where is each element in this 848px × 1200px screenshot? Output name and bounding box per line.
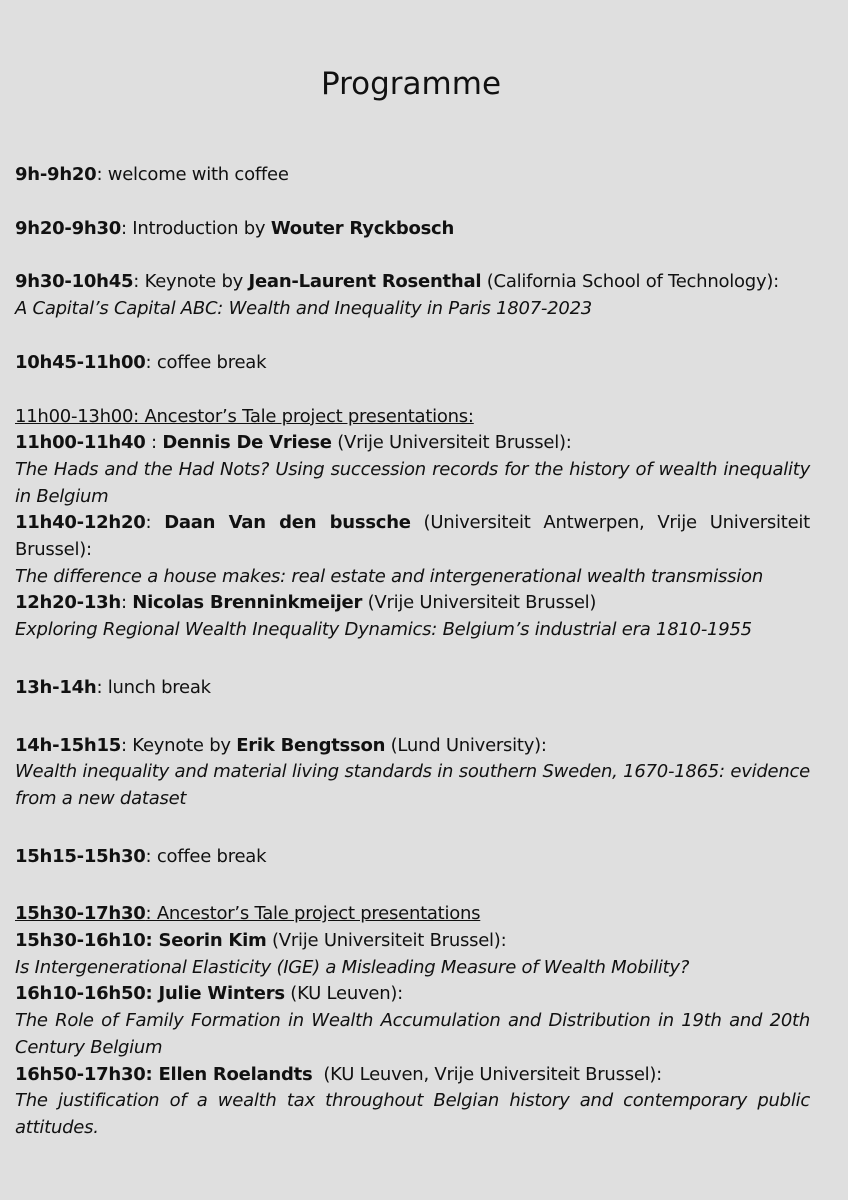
- session-heading-text: : Ancestor’s Tale project presentations: [145, 903, 481, 925]
- session-talk: 12h20-13h: Nicolas Brenninkmeijer (Vrije Universiteit Brussel): [15, 592, 597, 614]
- speaker-affiliation: (Universiteit Antwerpen, Vrije Universiteit Brussel):: [15, 512, 810, 561]
- schedule-item-introduction: [15, 216, 810, 243]
- talk-title: A Capital’s Capital ABC: Wealth and Inequality in Paris 1807-2023: [15, 298, 592, 320]
- time-slot: 10h45-11h00: [15, 351, 146, 373]
- time-and-speaker: 16h50-17h30: Ellen Roelandts: [15, 1063, 313, 1085]
- schedule-item-lunch: [15, 675, 810, 702]
- item-text: : coffee break: [145, 351, 267, 373]
- item-text: : Keynote by: [133, 271, 249, 293]
- session-talk: [15, 1062, 810, 1089]
- time-slot: 12h20-13h: [15, 592, 121, 614]
- talk-title: The Hads and the Had Nots? Using succession records for the history of wealth inequality in Belgium: [15, 458, 810, 507]
- talk-title: The difference a house makes: real estate and intergenerational wealth transmission: [15, 565, 763, 587]
- talk-title: The justification of a wealth tax throughout Belgian history and contemporary public attitudes.: [15, 1090, 810, 1138]
- session-talk: 11h40-12h20: Daan Van den bussche (Universiteit Antwerpen, Vrije Universiteit Brussel):: [15, 512, 810, 561]
- time-and-speaker: 15h30-16h10: Seorin Kim: [15, 930, 267, 952]
- time-slot: 15h30-17h30: [15, 903, 146, 925]
- speaker-affiliation: (Vrije Universiteit Brussel): [362, 592, 597, 614]
- speaker-affiliation: (Vrije Universiteit Brussel):: [331, 432, 572, 454]
- speaker-affiliation: (Lund University):: [385, 734, 547, 756]
- time-and-speaker: 16h10-16h50: Julie Winters: [15, 983, 285, 1005]
- time-slot: 9h-9h20: [15, 164, 97, 185]
- speaker-name: Dennis De Vriese: [162, 432, 332, 454]
- session-talk: 11h00-11h40 : Dennis De Vriese (Vrije Universiteit Brussel):: [15, 432, 572, 454]
- item-text: : Introduction by: [121, 217, 271, 239]
- schedule-item-coffee-break-1: [15, 350, 810, 377]
- programme-schedule: [15, 162, 810, 1142]
- schedule-item-welcome: [15, 162, 810, 189]
- time-slot: 11h40-12h20: [15, 512, 146, 534]
- time-slot: 14h-15h15: [15, 734, 121, 756]
- item-text: : welcome with coffee: [96, 164, 289, 185]
- talk-title: The Role of Family Formation in Wealth Accumulation and Distribution in 19th and 20th Century Belgium: [15, 1010, 810, 1058]
- page-title: Programme: [320, 66, 502, 102]
- time-slot: 15h15-15h30: [15, 845, 146, 867]
- session-talk: [15, 928, 810, 955]
- schedule-item-coffee-break-2: [15, 844, 810, 871]
- speaker-affiliation: (Vrije Universiteit Brussel):: [266, 930, 507, 952]
- item-text: : coffee break: [145, 845, 267, 867]
- session-talk: [15, 981, 810, 1008]
- schedule-item-keynote-2: [15, 733, 810, 760]
- speaker-name: Erik Bengtsson: [236, 734, 386, 756]
- time-slot: 11h00-11h40: [15, 432, 146, 454]
- talk-title: Is Intergenerational Elasticity (IGE) a Misleading Measure of Wealth Mobility?: [15, 956, 690, 978]
- item-text: : lunch break: [96, 676, 211, 698]
- talk-title: Exploring Regional Wealth Inequality Dynamics: Belgium’s industrial era 1810-1955: [15, 619, 752, 641]
- speaker-affiliation: (KU Leuven):: [284, 983, 403, 1005]
- speaker-affiliation: (KU Leuven, Vrije Universiteit Brussel):: [312, 1063, 662, 1085]
- session-heading-2: [15, 901, 810, 928]
- speaker-name: Wouter Ryckbosch: [270, 217, 455, 239]
- time-slot: 9h30-10h45: [15, 271, 134, 293]
- session-heading-1: 11h00-13h00: Ancestor’s Tale project presentations:: [15, 405, 474, 427]
- speaker-name: Daan Van den bussche: [164, 512, 411, 534]
- speaker-affiliation: (California School of Technology):: [481, 271, 779, 293]
- schedule-item-keynote-1: [15, 269, 810, 296]
- item-text: : Keynote by: [121, 734, 237, 756]
- time-slot: 9h20-9h30: [15, 217, 121, 239]
- talk-title: Wealth inequality and material living standards in southern Sweden, 1670-1865: evidence from a new dataset: [15, 761, 810, 809]
- time-slot: 13h-14h: [15, 676, 97, 698]
- speaker-name: Jean-Laurent Rosenthal: [248, 271, 482, 293]
- speaker-name: Nicolas Brenninkmeijer: [132, 592, 363, 614]
